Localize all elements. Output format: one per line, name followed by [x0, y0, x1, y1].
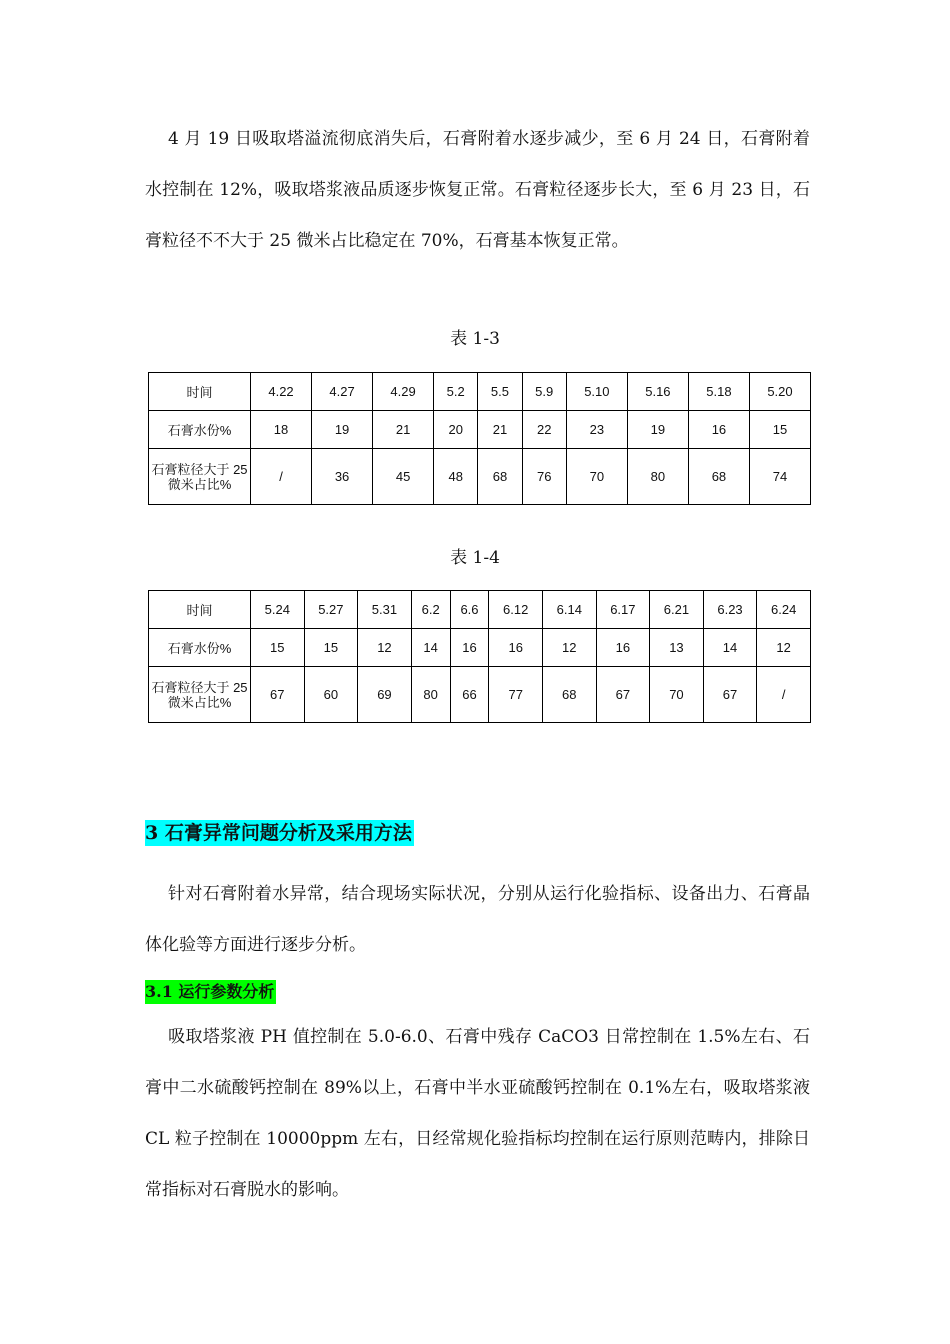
table1 — [148, 372, 811, 505]
table1-water-cell: 21 — [373, 411, 434, 449]
table1-time-cell: 5.16 — [627, 373, 688, 411]
table2-time-cell: 5.24 — [251, 591, 305, 629]
table2-time-cell: 6.14 — [543, 591, 597, 629]
table2-water-row — [149, 629, 811, 667]
table1-time-cell: 5.10 — [566, 373, 627, 411]
table2-water-cell: 12 — [543, 629, 597, 667]
table1-caption: 表 1-3 — [450, 329, 500, 349]
table2-time-cell: 6.17 — [596, 591, 650, 629]
table2-water-cell: 15 — [304, 629, 358, 667]
table2-water-cell: 13 — [650, 629, 704, 667]
table2-time-cell: 6.23 — [703, 591, 757, 629]
table1-water-cell: 22 — [522, 411, 566, 449]
table1-particle-cell: / — [251, 449, 312, 505]
table2-particle-cell: 80 — [411, 667, 450, 723]
table2-water-cell: 16 — [596, 629, 650, 667]
table1-particle-cell: 68 — [478, 449, 522, 505]
table1-time-cell: 5.5 — [478, 373, 522, 411]
table2-time-cell: 6.2 — [411, 591, 450, 629]
section3-paragraph: 针对石膏附着水异常，结合现场实际状况，分别从运行化验指标、设备出力、石膏晶体化验等方面进行逐步分析。 — [145, 884, 810, 955]
table1-time-cell: 4.29 — [373, 373, 434, 411]
table1-particle-cell: 36 — [312, 449, 373, 505]
table1-time-cell: 4.22 — [251, 373, 312, 411]
section31-paragraph: 吸取塔浆液 PH 值控制在 5.0-6.0、石膏中残存 CaCO3 日常控制在 1.5%左右、石膏中二水硫酸钙控制在 89%以上，石膏中半水亚硫酸钙控制在 0.1%左右，吸取塔浆液 CL 粒子控制在 10000ppm 左右，日经常规化验指标均控制在运行原则范畴内，排除日常指标对石膏脱水的影响。 — [145, 1027, 810, 1200]
table2-time-cell: 6.12 — [489, 591, 543, 629]
table2-particle-cell: 69 — [358, 667, 412, 723]
table1-time-cell: 5.2 — [434, 373, 478, 411]
table1-water-cell: 23 — [566, 411, 627, 449]
table2-particle-cell: 68 — [543, 667, 597, 723]
table1-water-cell: 20 — [434, 411, 478, 449]
table2-particle-row — [149, 667, 811, 723]
table1-time-label: 时间 — [149, 373, 251, 411]
table1-time-cell: 4.27 — [312, 373, 373, 411]
table1-time-cell: 5.9 — [522, 373, 566, 411]
table2-particle-cell: 67 — [251, 667, 305, 723]
section31-heading: 3.1 运行参数分析 — [145, 980, 276, 1004]
table2-water-cell: 15 — [251, 629, 305, 667]
table1-particle-cell: 48 — [434, 449, 478, 505]
table2-particle-label: 石膏粒径大于 25 微米占比% — [149, 667, 251, 723]
table2-time-cell: 6.21 — [650, 591, 704, 629]
table2-time-cell: 5.31 — [358, 591, 412, 629]
table2-particle-cell: 70 — [650, 667, 704, 723]
table1-time-row — [149, 373, 811, 411]
table1-water-cell: 18 — [251, 411, 312, 449]
table1-water-cell: 15 — [749, 411, 810, 449]
section3-heading: 3 石膏异常问题分析及采用方法 — [145, 822, 412, 844]
table1-water-label: 石膏水份% — [149, 411, 251, 449]
table2-water-cell: 16 — [489, 629, 543, 667]
table2-time-row — [149, 591, 811, 629]
table1-water-cell: 21 — [478, 411, 522, 449]
table2-water-cell: 16 — [450, 629, 489, 667]
table1-particle-cell: 76 — [522, 449, 566, 505]
table1-particle-label: 石膏粒径大于 25 微米占比% — [149, 449, 251, 505]
table1-water-row — [149, 411, 811, 449]
table2-water-cell: 14 — [703, 629, 757, 667]
table1-time-cell: 5.18 — [688, 373, 749, 411]
table2-water-cell: 14 — [411, 629, 450, 667]
table2-time-cell: 6.6 — [450, 591, 489, 629]
table1-particle-cell: 74 — [749, 449, 810, 505]
table1-particle-row — [149, 449, 811, 505]
table2-particle-cell: 67 — [703, 667, 757, 723]
table2-water-cell: 12 — [358, 629, 412, 667]
table1-water-cell: 19 — [312, 411, 373, 449]
table2-particle-cell: / — [757, 667, 811, 723]
table2-time-cell: 5.27 — [304, 591, 358, 629]
table2-particle-cell: 67 — [596, 667, 650, 723]
intro-paragraph: 4 月 19 日吸取塔溢流彻底消失后，石膏附着水逐步减少，至 6 月 24 日，石膏附着水控制在 12%，吸取塔浆液品质逐步恢复正常。石膏粒径逐步长大，至 6 月 23 日，石膏粒径不不大于 25 微米占比稳定在 70%，石膏基本恢复正常。 — [145, 129, 810, 251]
table2-particle-cell: 60 — [304, 667, 358, 723]
table2 — [148, 590, 811, 723]
table2-particle-cell: 77 — [489, 667, 543, 723]
table1-particle-cell: 68 — [688, 449, 749, 505]
table2-time-cell: 6.24 — [757, 591, 811, 629]
table1-water-cell: 19 — [627, 411, 688, 449]
table1-time-cell: 5.20 — [749, 373, 810, 411]
table2-particle-cell: 66 — [450, 667, 489, 723]
table1-particle-cell: 70 — [566, 449, 627, 505]
table2-water-cell: 12 — [757, 629, 811, 667]
table1-particle-cell: 45 — [373, 449, 434, 505]
table1-water-cell: 16 — [688, 411, 749, 449]
table1-particle-cell: 80 — [627, 449, 688, 505]
table2-time-label: 时间 — [149, 591, 251, 629]
table2-water-label: 石膏水份% — [149, 629, 251, 667]
table2-caption: 表 1-4 — [450, 548, 500, 568]
